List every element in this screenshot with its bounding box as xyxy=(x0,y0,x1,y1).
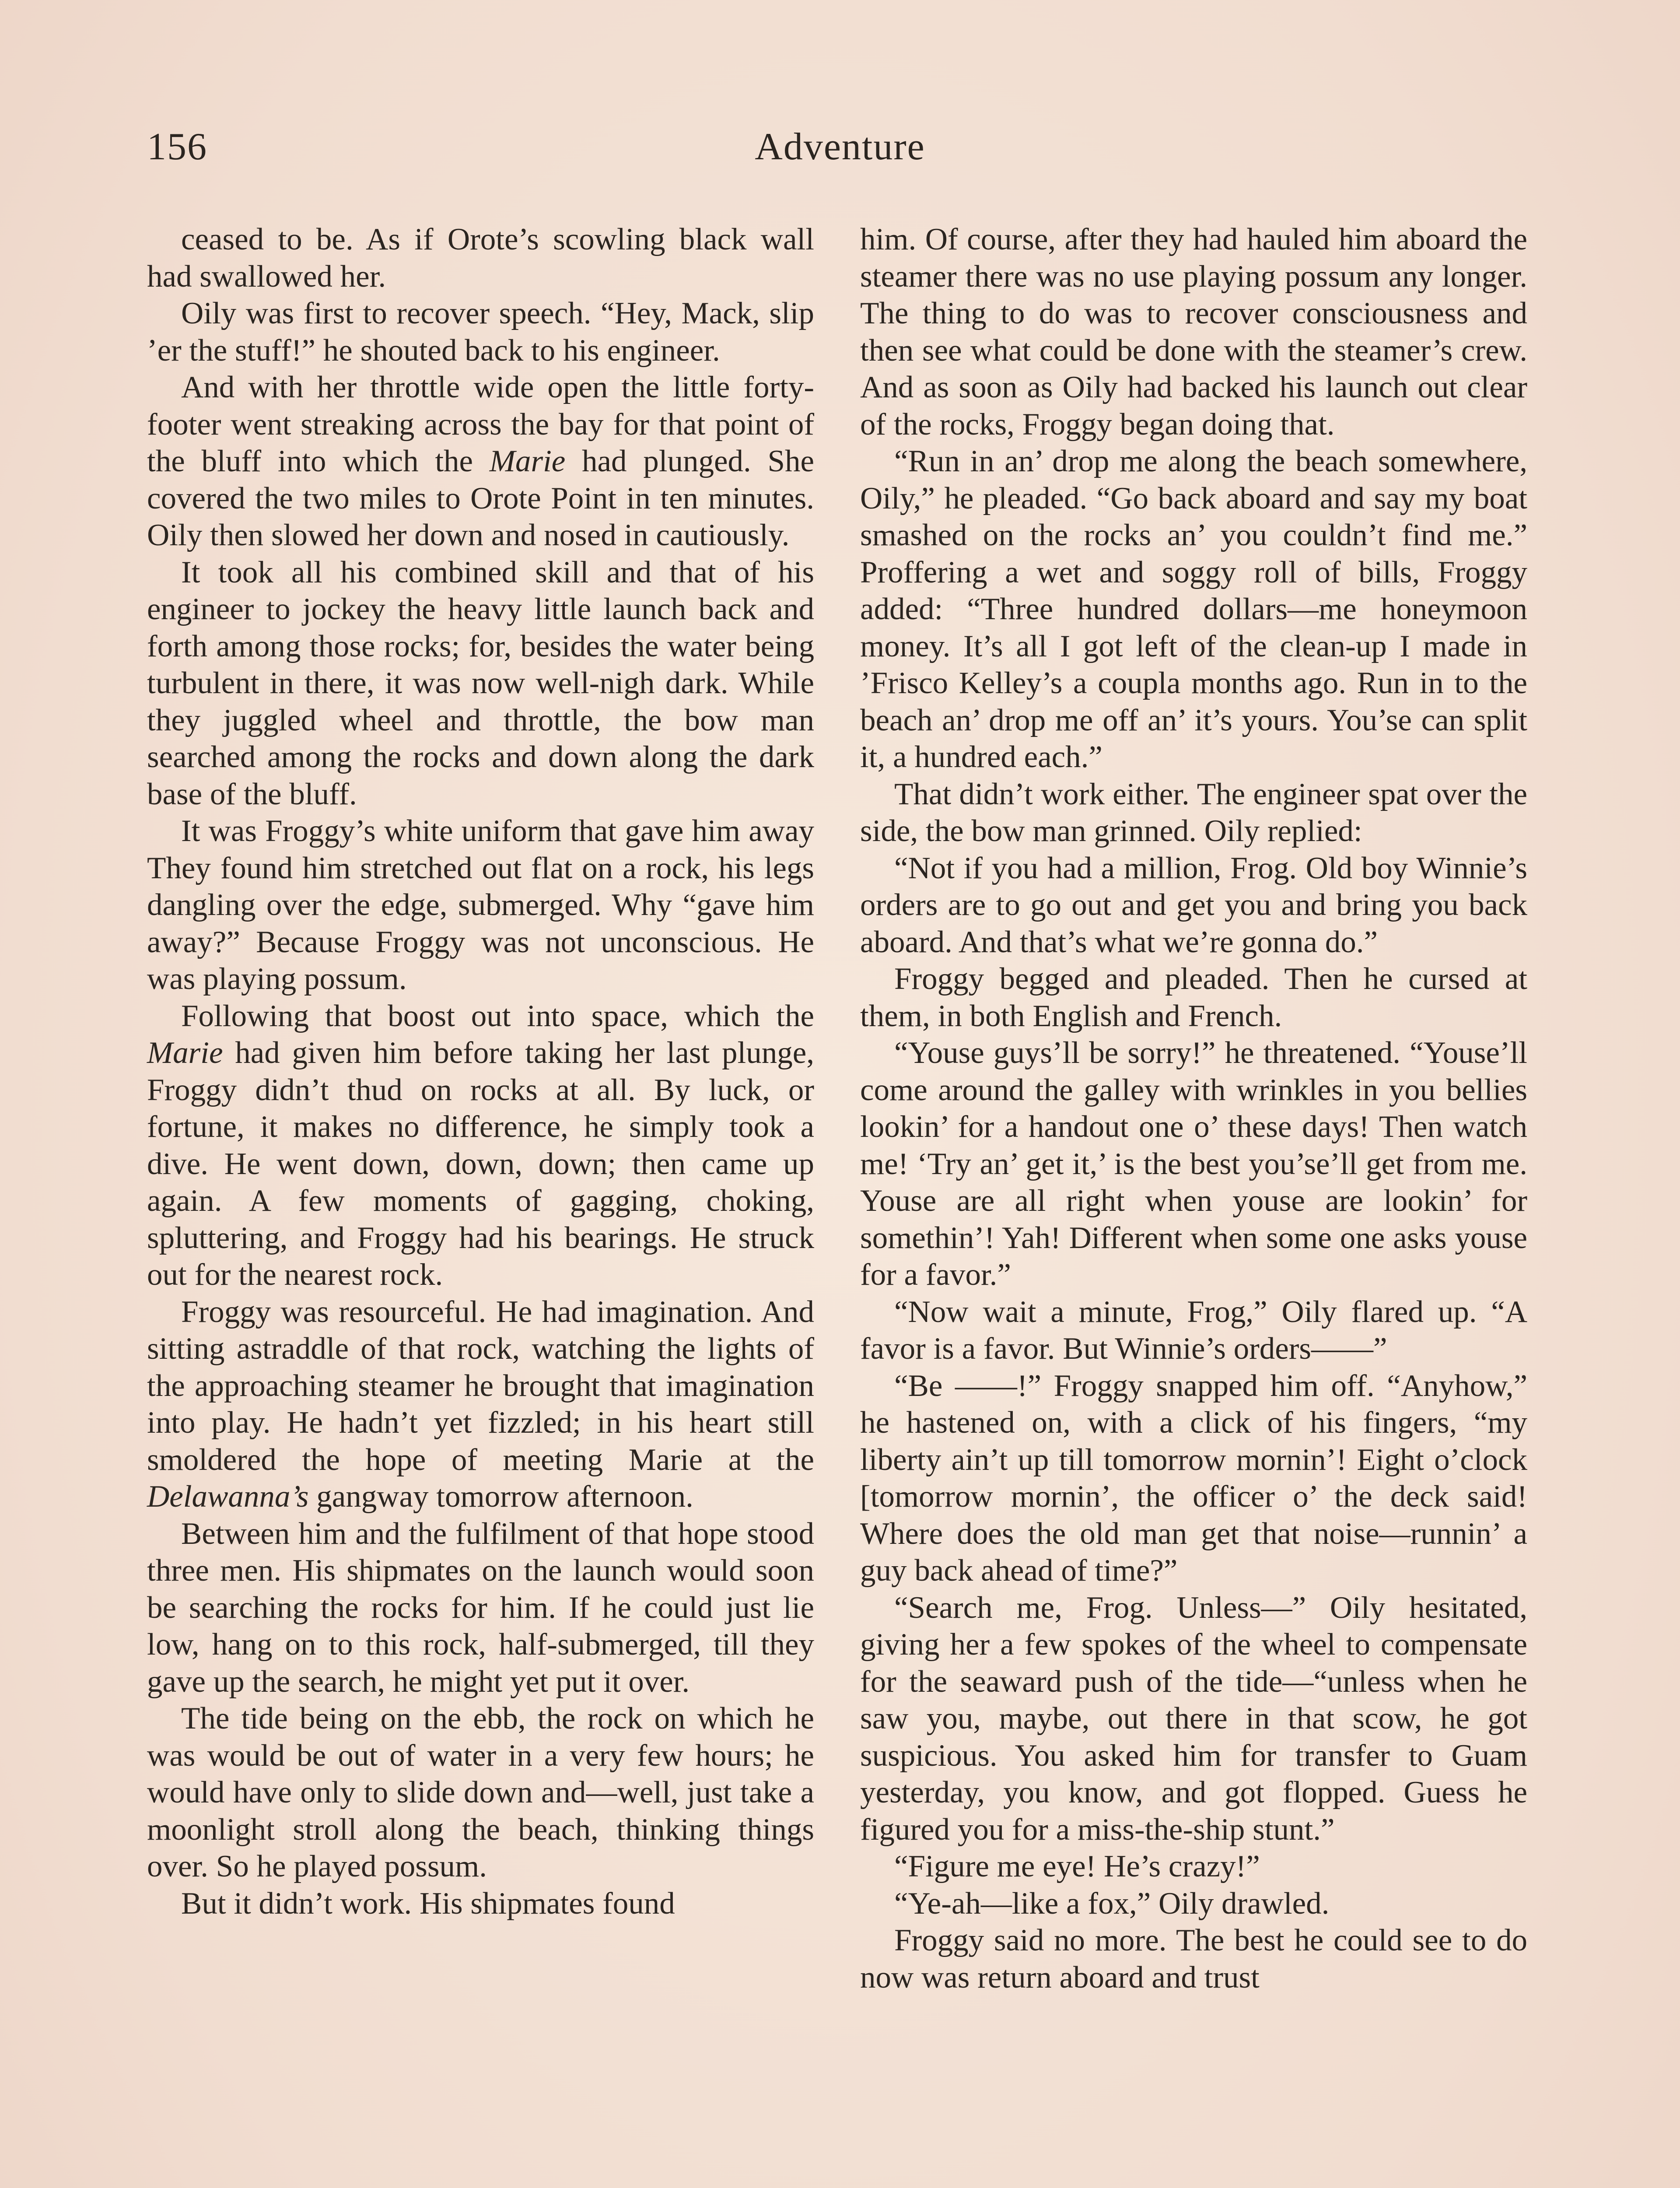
paragraph: Oily was first to recover speech. “Hey, Mack, slip ’er the stuff!” he shouted back to his engineer. xyxy=(147,296,814,368)
paragraph: him. Of course, after they had hauled him aboard the steamer there was no use playing possum any longer. The thing to do was to recover consciousness and then see what could be done with the steamer’s crew. And as soon as Oily had backed his launch out clear of the rocks, Froggy began doing that. xyxy=(860,222,1527,442)
paragraph: Froggy was resourceful. He had imagination. And sitting astraddle of that rock, watching the lights of the approaching steamer he brought that imagination into play. He hadn’t yet fizzled; in his heart still smoldered the hope of meeting Marie at the Delawanna’s gangway tomorrow afternoon. xyxy=(147,1294,814,1514)
paragraph: It was Froggy’s white uniform that gave him away They found him stretched out flat on a rock, his legs dangling over the edge, submerged. Why “gave him away?” Because Froggy was not unconscious. He was playing possum. xyxy=(147,814,814,996)
paragraph: “Search me, Frog. Unless—” Oily hesitated, giving her a few spokes of the wheel to compensate for the seaward push of the tide—“unless when he saw you, maybe, out there in that scow, he got suspicious. You asked him for transfer to Guam yesterday, you know, and got flopped. Guess he figured you for a miss-the-ship stunt.” xyxy=(860,1590,1527,1847)
paragraph: “Now wait a minute, Frog,” Oily flared up. “A favor is a favor. But Winnie’s orders——” xyxy=(860,1294,1527,1366)
paragraph: That didn’t work either. The engineer spat over the side, the bow man grinned. Oily replied: xyxy=(860,777,1527,848)
paragraph: It took all his combined skill and that of his engineer to jockey the heavy little launch back and forth among those rocks; for, besides the water being turbulent in there, it was now well-nigh dark. While they juggled wheel and throttle, the bow man searched among the rocks and down along the dark base of the bluff. xyxy=(147,555,814,811)
page-number: 156 xyxy=(147,126,207,168)
left-column xyxy=(147,221,814,1922)
right-column xyxy=(860,221,1527,1996)
paragraph: Froggy said no more. The best he could see to do now was return aboard and trust xyxy=(860,1923,1527,1995)
running-title: Adventure xyxy=(755,126,925,168)
paragraph: “Be ——!” Froggy snapped him off. “Anyhow,” he hastened on, with a click of his fingers, “my liberty ain’t up till tomorrow mornin’! Eight o’clock [tomorrow mornin’, the officer o’ the deck said! Where does the old man get that noise—runnin’ a guy back ahead of time?” xyxy=(860,1368,1527,1588)
paragraph: “Ye-ah—like a fox,” Oily drawled. xyxy=(894,1886,1330,1921)
page-header xyxy=(0,125,1680,182)
paragraph: “Youse guys’ll be sorry!” he threatened. “Youse’ll come around the galley with wrinkles in you bellies lookin’ for a handout one o’ these days! Then watch me! ‘Try an’ get it,’ is the best you’se’ll get from me. Youse are all right when youse are lookin’ for somethin’! Yah! Different when some one asks youse for a favor.” xyxy=(860,1036,1527,1292)
paragraph: “Not if you had a million, Frog. Old boy Winnie’s orders are to go out and get you and bring you back aboard. And that’s what we’re gonna do.” xyxy=(860,851,1527,959)
paragraph: But it didn’t work. His shipmates found xyxy=(181,1886,675,1921)
paragraph: And with her throttle wide open the little forty-footer went streaking across the bay for that point of the bluff into which the Marie had plunged. She covered the two miles to Orote Point in ten minutes. Oily then slowed her down and nosed in cautiously. xyxy=(147,370,814,552)
paragraph: The tide being on the ebb, the rock on which he was would be out of water in a very few hours; he would have only to slide down and—well, just take a moonlight stroll along the beach, thinking things over. So he played possum. xyxy=(147,1701,814,1883)
paragraph: Following that boost out into space, which the Marie had given him before taking her last plunge, Froggy didn’t thud on rocks at all. By luck, or fortune, it makes no difference, he simply took a dive. He went down, down, down; then came up again. A few moments of gagging, choking, spluttering, and Froggy had his bearings. He struck out for the nearest rock. xyxy=(147,999,814,1292)
paragraph: ceased to be. As if Orote’s scowling black wall had swallowed her. xyxy=(147,222,814,294)
paragraph: Froggy begged and pleaded. Then he cursed at them, in both English and French. xyxy=(860,962,1527,1033)
paragraph: Between him and the fulfilment of that hope stood three men. His shipmates on the launch would soon be searching the rocks for him. If he could just lie low, hang on to this rock, half-submerged, till they gave up the search, he might yet put it over. xyxy=(147,1516,814,1699)
paragraph: “Figure me eye! He’s crazy!” xyxy=(894,1849,1260,1883)
paragraph: “Run in an’ drop me along the beach somewhere, Oily,” he pleaded. “Go back aboard and say my boat smashed on the rocks an’ you couldn’t find me.” Proffering a wet and soggy roll of bills, Froggy added: “Three hundred dollars—me honeymoon money. It’s all I got left of the clean-up I made in ’Frisco Kelley’s a coupla months ago. Run in to the beach an’ drop me off an’ it’s yours. You’se can split it, a hundred each.” xyxy=(860,444,1527,774)
